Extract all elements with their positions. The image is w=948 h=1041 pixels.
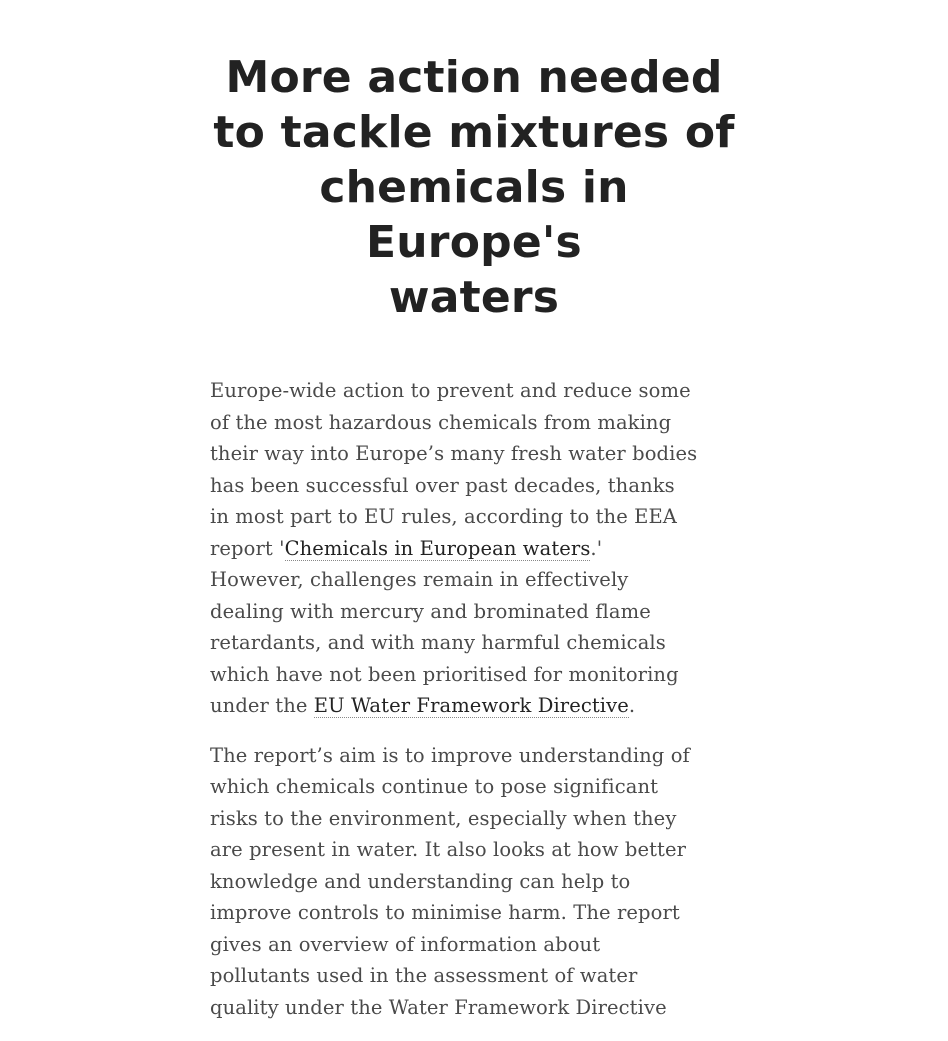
text-line: Europe-wide action to prevent and reduce some: [210, 379, 691, 402]
report-link[interactable]: Chemicals in European waters: [284, 536, 591, 560]
paragraph-report-aim: [210, 740, 738, 1024]
text-line: quality under the Water Framework Directive: [210, 995, 667, 1019]
text-line: gives an overview of information about: [210, 932, 601, 956]
text-line: However, challenges remain in effectively: [210, 568, 629, 591]
text-line: retardants, and with many harmful chemicals: [210, 631, 666, 654]
text-fragment: report ': [210, 536, 285, 560]
text-fragment: .': [590, 536, 603, 560]
text-line: The report’s aim is to improve understanding of: [210, 743, 690, 767]
text-line: pollutants used in the assessment of water: [210, 964, 638, 987]
article-title: [204, 50, 744, 325]
text-line: in most part to EU rules, according to the EEA: [210, 505, 677, 528]
text-line: knowledge and understanding can help to: [210, 869, 631, 893]
text-fragment: under the: [210, 694, 314, 717]
text-line: are present in water. It also looks at how better: [210, 838, 687, 861]
water-framework-directive-link[interactable]: EU Water Framework Directive: [313, 694, 629, 717]
title-line: to tackle mixtures of: [213, 107, 735, 158]
text-line: their way into Europe’s many fresh water bodies: [210, 442, 698, 465]
text-line: risks to the environment, especially when they: [210, 806, 677, 830]
text-line: which chemicals continue to pose significant: [210, 775, 659, 798]
article-body: [210, 375, 738, 1023]
title-line: waters: [388, 272, 560, 323]
article: [210, 50, 738, 1041]
title-line: More action needed: [225, 52, 723, 103]
text-fragment: .: [628, 694, 636, 717]
paragraph-intro: [210, 375, 738, 722]
text-line: improve controls to minimise harm. The report: [210, 901, 680, 924]
text-line: dealing with mercury and brominated flame: [210, 599, 651, 623]
text-line: of the most hazardous chemicals from making: [210, 410, 672, 434]
title-line: chemicals in Europe's: [319, 162, 629, 268]
text-line: has been successful over past decades, thanks: [210, 473, 675, 497]
text-line: which have not been prioritised for monitoring: [210, 662, 679, 686]
